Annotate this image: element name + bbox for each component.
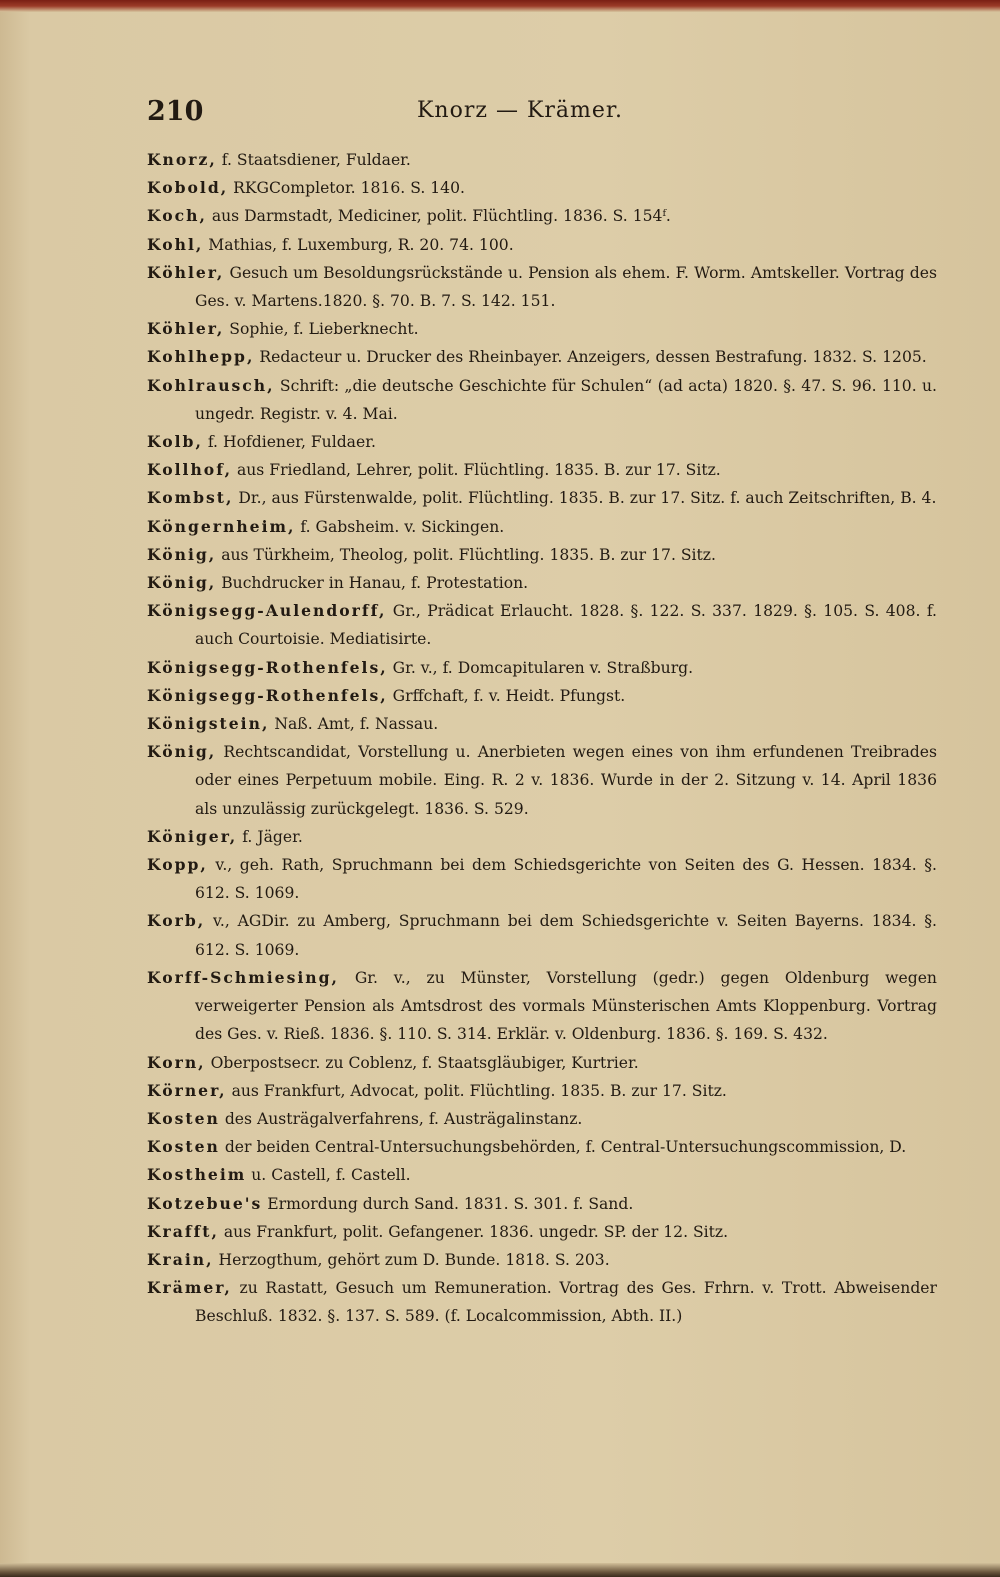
entry-text: Ermordung durch Sand. 1831. S. 301. f. Sand. bbox=[267, 1194, 634, 1213]
index-entry bbox=[147, 710, 937, 738]
entry-text: Gesuch um Besoldungsrückstände u. Pension als ehem. F. Worm. Amtskeller. Vortrag des Ges. v. Martens.1820. §. 70. B. 7. S. 142. 151. bbox=[195, 263, 937, 311]
entry-lemma: König, bbox=[147, 573, 217, 593]
entry-lemma: Königsegg-Rothenfels, bbox=[147, 657, 388, 677]
entry-lemma: Kotzebue's bbox=[147, 1193, 263, 1213]
index-entry bbox=[147, 823, 937, 851]
entry-lemma: Königsegg-Rothenfels, bbox=[147, 685, 388, 705]
index-entry bbox=[147, 541, 937, 569]
index-entry bbox=[147, 456, 937, 484]
entry-text: Rechtscandidat, Vorstellung u. Anerbieten wegen eines von ihm erfundenen Treibrades oder eines Perpetuum mobile. Eing. R. 2 v. 1836. Wurde in der 2. Sitzung v. 14. April 1836 als unzulässig zurückgelegt. 1836. S. 529. bbox=[195, 743, 937, 818]
entry-text: f. Hofdiener, Fuldaer. bbox=[207, 433, 376, 452]
index-entry bbox=[147, 428, 937, 456]
entry-text: Naß. Amt, f. Nassau. bbox=[274, 715, 439, 734]
running-title: Knorz — Krämer. bbox=[417, 98, 623, 123]
entry-text: f. Jäger. bbox=[242, 827, 303, 846]
entry-text: f. Gabsheim. v. Sickingen. bbox=[300, 517, 505, 536]
entry-text: Oberpostsecr. zu Coblenz, f. Staatsgläubiger, Kurtrier. bbox=[210, 1053, 639, 1072]
entry-lemma: Korff-Schmiesing, bbox=[147, 967, 339, 987]
entry-text: Gr. v., zu Münster, Vorstellung (gedr.) gegen Oldenburg wegen verweigerter Pension als Amtsdrost des vormals Münsterischen Amts Kloppenburg. Vortrag des Ges. v. Rieß. 1836. §. 110. S. 314. Erklär. v. Oldenburg. 1836. §. 169. S. 432. bbox=[195, 968, 937, 1044]
index-entry bbox=[147, 1218, 937, 1246]
entry-lemma: Königer, bbox=[147, 826, 238, 846]
index-entry bbox=[147, 907, 937, 963]
entry-text: RKGCompletor. 1816. S. 140. bbox=[233, 179, 465, 198]
entry-lemma: Kohlhepp, bbox=[147, 347, 255, 367]
entry-lemma: Kosten bbox=[147, 1108, 220, 1128]
index-entry bbox=[147, 174, 937, 202]
index-entry bbox=[147, 1133, 937, 1161]
entry-text: Schrift: „die deutsche Geschichte für Schulen“ (ad acta) 1820. §. 47. S. 96. 110. u. ungedr. Registr. v. 4. Mai. bbox=[195, 376, 937, 423]
entry-lemma: Krämer, bbox=[147, 1278, 232, 1298]
entry-text: Dr., aus Fürstenwalde, polit. Flüchtling. 1835. B. zur 17. Sitz. f. auch Zeitschriften, B. 4. bbox=[238, 489, 937, 508]
entry-lemma: Köngernheim, bbox=[147, 516, 296, 536]
entry-lemma: Krafft, bbox=[147, 1221, 219, 1241]
index-entry bbox=[147, 1077, 937, 1105]
entry-lemma: Kohl, bbox=[147, 234, 204, 254]
index-entry bbox=[147, 231, 937, 259]
entry-text: aus Friedland, Lehrer, polit. Flüchtling. 1835. B. zur 17. Sitz. bbox=[236, 461, 721, 480]
index-entry bbox=[147, 569, 937, 597]
entry-lemma: Kosten bbox=[147, 1137, 220, 1157]
entry-text: f. Staatsdiener, Fuldaer. bbox=[221, 151, 411, 169]
entry-lemma: Kobold, bbox=[147, 178, 229, 198]
entry-lemma: König, bbox=[147, 742, 217, 762]
index-entry bbox=[147, 1246, 937, 1274]
index-entry bbox=[147, 654, 937, 682]
index-entry bbox=[147, 597, 937, 653]
page-top-edge bbox=[0, 0, 1000, 12]
page-number: 210 bbox=[147, 96, 204, 127]
index-entry bbox=[147, 1274, 937, 1330]
entry-text: der beiden Central-Untersuchungsbehörden, f. Central-Untersuchungscommission, D. bbox=[224, 1138, 907, 1157]
entry-text: des Austrägalverfahrens, f. Austrägalinstanz. bbox=[224, 1109, 583, 1128]
entry-text: aus Frankfurt, polit. Gefangener. 1836. ungedr. SP. der 12. Sitz. bbox=[223, 1222, 729, 1241]
entry-text: Mathias, f. Luxemburg, R. 20. 74. 100. bbox=[208, 235, 514, 254]
index-entry bbox=[147, 738, 937, 823]
index-entry bbox=[147, 484, 937, 512]
entry-lemma: Koch, bbox=[147, 206, 207, 226]
index-entry bbox=[147, 315, 937, 343]
entry-lemma: Korb, bbox=[147, 911, 206, 931]
entry-text: aus Frankfurt, Advocat, polit. Flüchtling. 1835. B. zur 17. Sitz. bbox=[231, 1081, 727, 1100]
entry-lemma: Krain, bbox=[147, 1249, 214, 1269]
index-entry bbox=[147, 146, 937, 174]
index-entry bbox=[147, 851, 937, 907]
entry-lemma: Königsegg-Aulendorff, bbox=[147, 601, 387, 621]
index-entry bbox=[147, 1161, 937, 1189]
entry-text: aus Darmstadt, Mediciner, polit. Flüchtling. 1836. S. 154ᶠ. bbox=[211, 207, 671, 226]
index-entries bbox=[147, 146, 937, 1331]
index-entry bbox=[147, 1049, 937, 1077]
index-entry bbox=[147, 372, 937, 428]
entry-text: Herzogthum, gehört zum D. Bunde. 1818. S. 203. bbox=[218, 1250, 610, 1269]
entry-lemma: Korn, bbox=[147, 1052, 206, 1072]
entry-lemma: Körner, bbox=[147, 1080, 227, 1100]
entry-text: Redacteur u. Drucker des Rheinbayer. Anzeigers, dessen Bestrafung. 1832. S. 1205. bbox=[259, 348, 927, 367]
index-entry bbox=[147, 1105, 937, 1133]
entry-text: aus Türkheim, Theolog, polit. Flüchtling. 1835. B. zur 17. Sitz. bbox=[221, 545, 716, 564]
entry-text: v., geh. Rath, Spruchmann bei dem Schiedsgerichte von Seiten des G. Hessen. 1834. §. 612. S. 1069. bbox=[195, 856, 937, 903]
index-entry bbox=[147, 1190, 937, 1218]
index-entry bbox=[147, 964, 937, 1049]
index-entry bbox=[147, 682, 937, 710]
index-entry bbox=[147, 343, 937, 371]
entry-lemma: Köhler, bbox=[147, 319, 225, 339]
index-entry bbox=[147, 259, 937, 315]
entry-text: Grffchaft, f. v. Heidt. Pfungst. bbox=[392, 686, 626, 705]
entry-lemma: Knorz, bbox=[147, 150, 217, 169]
entry-lemma: Kopp, bbox=[147, 855, 208, 875]
page-bottom-edge bbox=[0, 1563, 1000, 1577]
entry-lemma: Kohlrausch, bbox=[147, 375, 275, 395]
entry-lemma: König, bbox=[147, 544, 217, 564]
entry-lemma: Kolb, bbox=[147, 432, 203, 452]
entry-text: Buchdrucker in Hanau, f. Protestation. bbox=[221, 574, 529, 593]
entry-lemma: Königstein, bbox=[147, 714, 270, 734]
entry-lemma: Kombst, bbox=[147, 488, 234, 508]
index-entry bbox=[147, 202, 937, 230]
index-entry bbox=[147, 513, 937, 541]
entry-lemma: Kollhof, bbox=[147, 460, 232, 480]
entry-text: Sophie, f. Lieberknecht. bbox=[229, 320, 419, 339]
page-header bbox=[147, 96, 887, 136]
entry-text: v., AGDir. zu Amberg, Spruchmann bei dem Schiedsgerichte v. Seiten Bayerns. 1834. §. 612. S. 1069. bbox=[195, 912, 937, 959]
entry-lemma: Köhler, bbox=[147, 262, 225, 282]
entry-text: Gr. v., f. Domcapitularen v. Straßburg. bbox=[392, 658, 694, 677]
entry-text: zu Rastatt, Gesuch um Remuneration. Vortrag des Ges. Frhrn. v. Trott. Abweisender Beschluß. 1832. §. 137. S. 589. (f. Localcommission, Abth. II.) bbox=[195, 1279, 937, 1326]
entry-lemma: Kostheim bbox=[147, 1165, 247, 1185]
entry-text: Gr., Prädicat Erlaucht. 1828. §. 122. S. 337. 1829. §. 105. S. 408. f. auch Courtoisie. Mediatisirte. bbox=[195, 602, 937, 649]
entry-text: u. Castell, f. Castell. bbox=[251, 1166, 411, 1185]
